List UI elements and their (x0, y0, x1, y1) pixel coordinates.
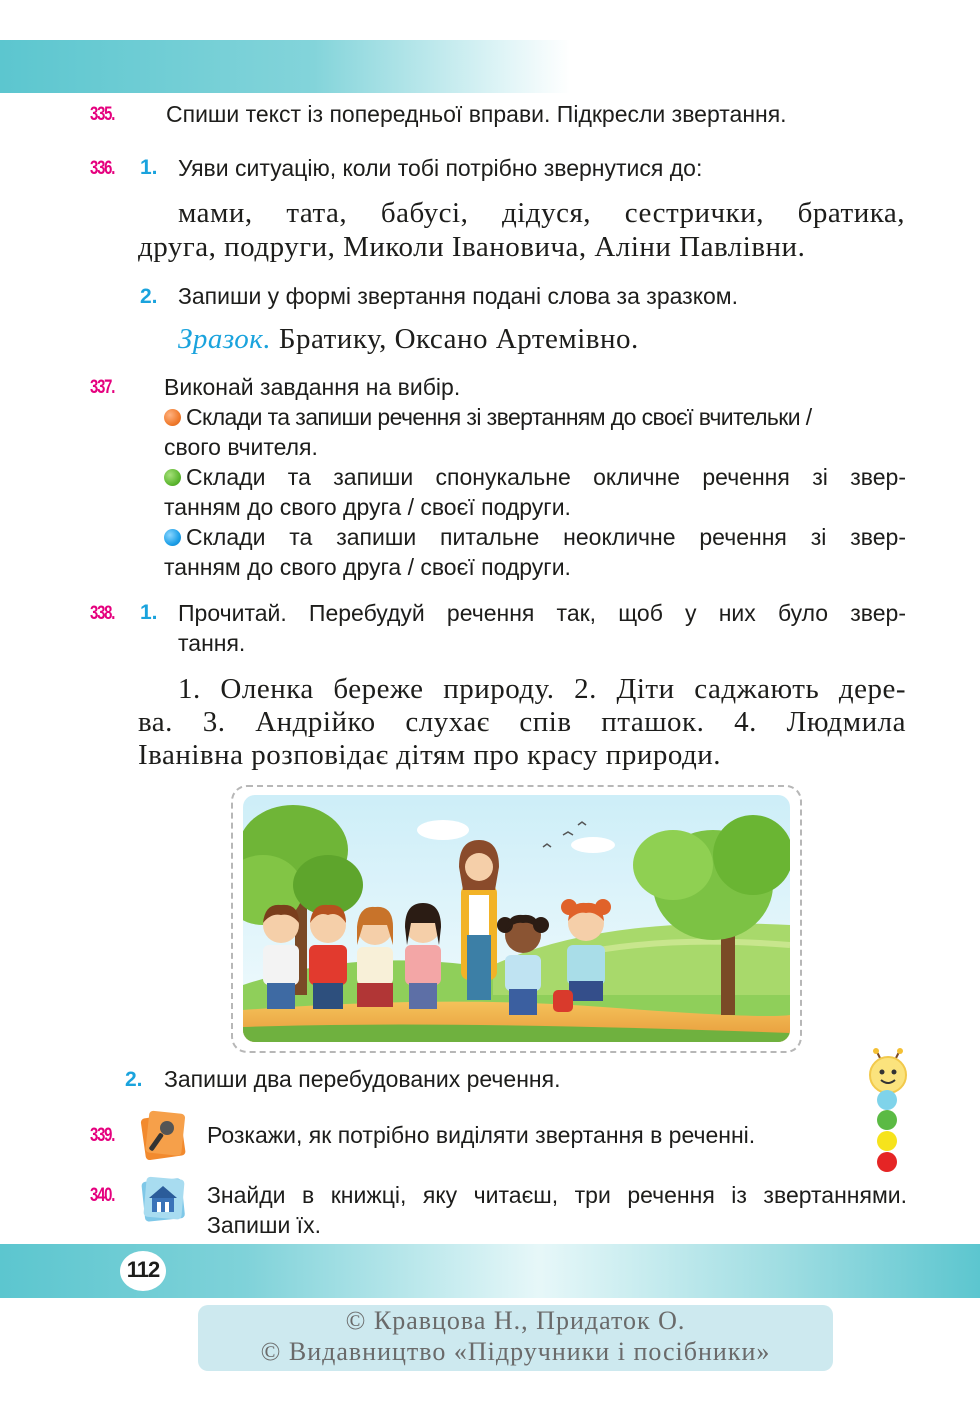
option-blue-line-2: танням до свого друга / своєї подруги. (164, 554, 571, 580)
option-green-line-1: Склади та запиши спонукальне окличне речення зі звер- (164, 462, 906, 492)
exercise-338-task-1-line-2: тання. (178, 630, 246, 656)
exercise-340-line-1: Знайди в книжці, яку читаєш, три речення із звертаннями. (207, 1182, 907, 1208)
exercise-number-335: 335. (90, 104, 115, 125)
caterpillar-icon (866, 1048, 910, 1178)
illustration-children-in-park (243, 795, 790, 1042)
exercise-336-task-2: Запиши у формі звертання подані слова за зразком. (178, 283, 739, 309)
exercise-number-338: 338. (90, 603, 115, 624)
subtask-number: 1. (140, 156, 158, 179)
sentences-line-1: 1. Оленка береже природу. 2. Діти саджають дере- (178, 673, 906, 705)
sample-line (178, 323, 639, 356)
option-green-line-2: танням до свого друга / своєї подруги. (164, 494, 571, 520)
subtask-number: 2. (125, 1068, 143, 1091)
blue-dot-icon (164, 529, 181, 546)
words-line-2: друга, подруги, Миколи Івановича, Аліни Павлівни. (138, 231, 806, 263)
microphone-icon (137, 1110, 189, 1162)
library-icon (137, 1172, 189, 1224)
sample-label: Зразок. (178, 323, 272, 355)
exercise-340-line-2: Запиши їх. (207, 1212, 321, 1238)
page-number: 112 (126, 1257, 160, 1282)
exercise-number-340: 340. (90, 1185, 115, 1206)
exercise-338-task-2: Запиши два перебудованих речення. (164, 1066, 561, 1092)
green-dot-icon (164, 469, 181, 486)
subtask-number: 1. (140, 601, 158, 624)
option-orange-line-1: Склади та запиши речення зі звертанням до своєї вчительки / (164, 402, 906, 432)
option-orange-line-2: свого вчителя. (164, 434, 318, 460)
exercise-number-336: 336. (90, 158, 115, 179)
exercise-337-intro: Виконай завдання на вибір. (164, 374, 461, 400)
sentences-line-3: Іванівна розповідає дітям про красу природи. (138, 739, 722, 771)
sentences-line-2: ва. 3. Андрійко слухає спів пташок. 4. Людмила (138, 706, 906, 738)
exercise-number-339: 339. (90, 1125, 115, 1146)
top-header-band (0, 40, 570, 93)
subtask-number: 2. (140, 285, 158, 308)
exercise-335-text: Спиши текст із попередньої вправи. Підкресли звертання. (166, 101, 787, 127)
orange-dot-icon (164, 409, 181, 426)
exercise-339-text: Розкажи, як потрібно виділяти звертання в реченні. (207, 1122, 756, 1148)
words-line-1: мами, тата, бабусі, дідуся, сестрички, братика, (178, 197, 905, 229)
copyright-line-2: © Видавництво «Підручники і посібники» (260, 1337, 771, 1366)
sample-text: Братику, Оксано Артемівно. (278, 323, 639, 355)
exercise-338-task-1-line-1: Прочитай. Перебудуй речення так, щоб у них було звер- (178, 600, 906, 626)
exercise-number-337: 337. (90, 377, 115, 398)
copyright-line-1: © Кравцова Н., Придаток О. (345, 1306, 686, 1335)
option-blue-line-1: Склади та запиши питальне неокличне речення зі звер- (164, 522, 906, 552)
exercise-336-task-1: Уяви ситуацію, коли тобі потрібно звернутися до: (178, 155, 703, 181)
